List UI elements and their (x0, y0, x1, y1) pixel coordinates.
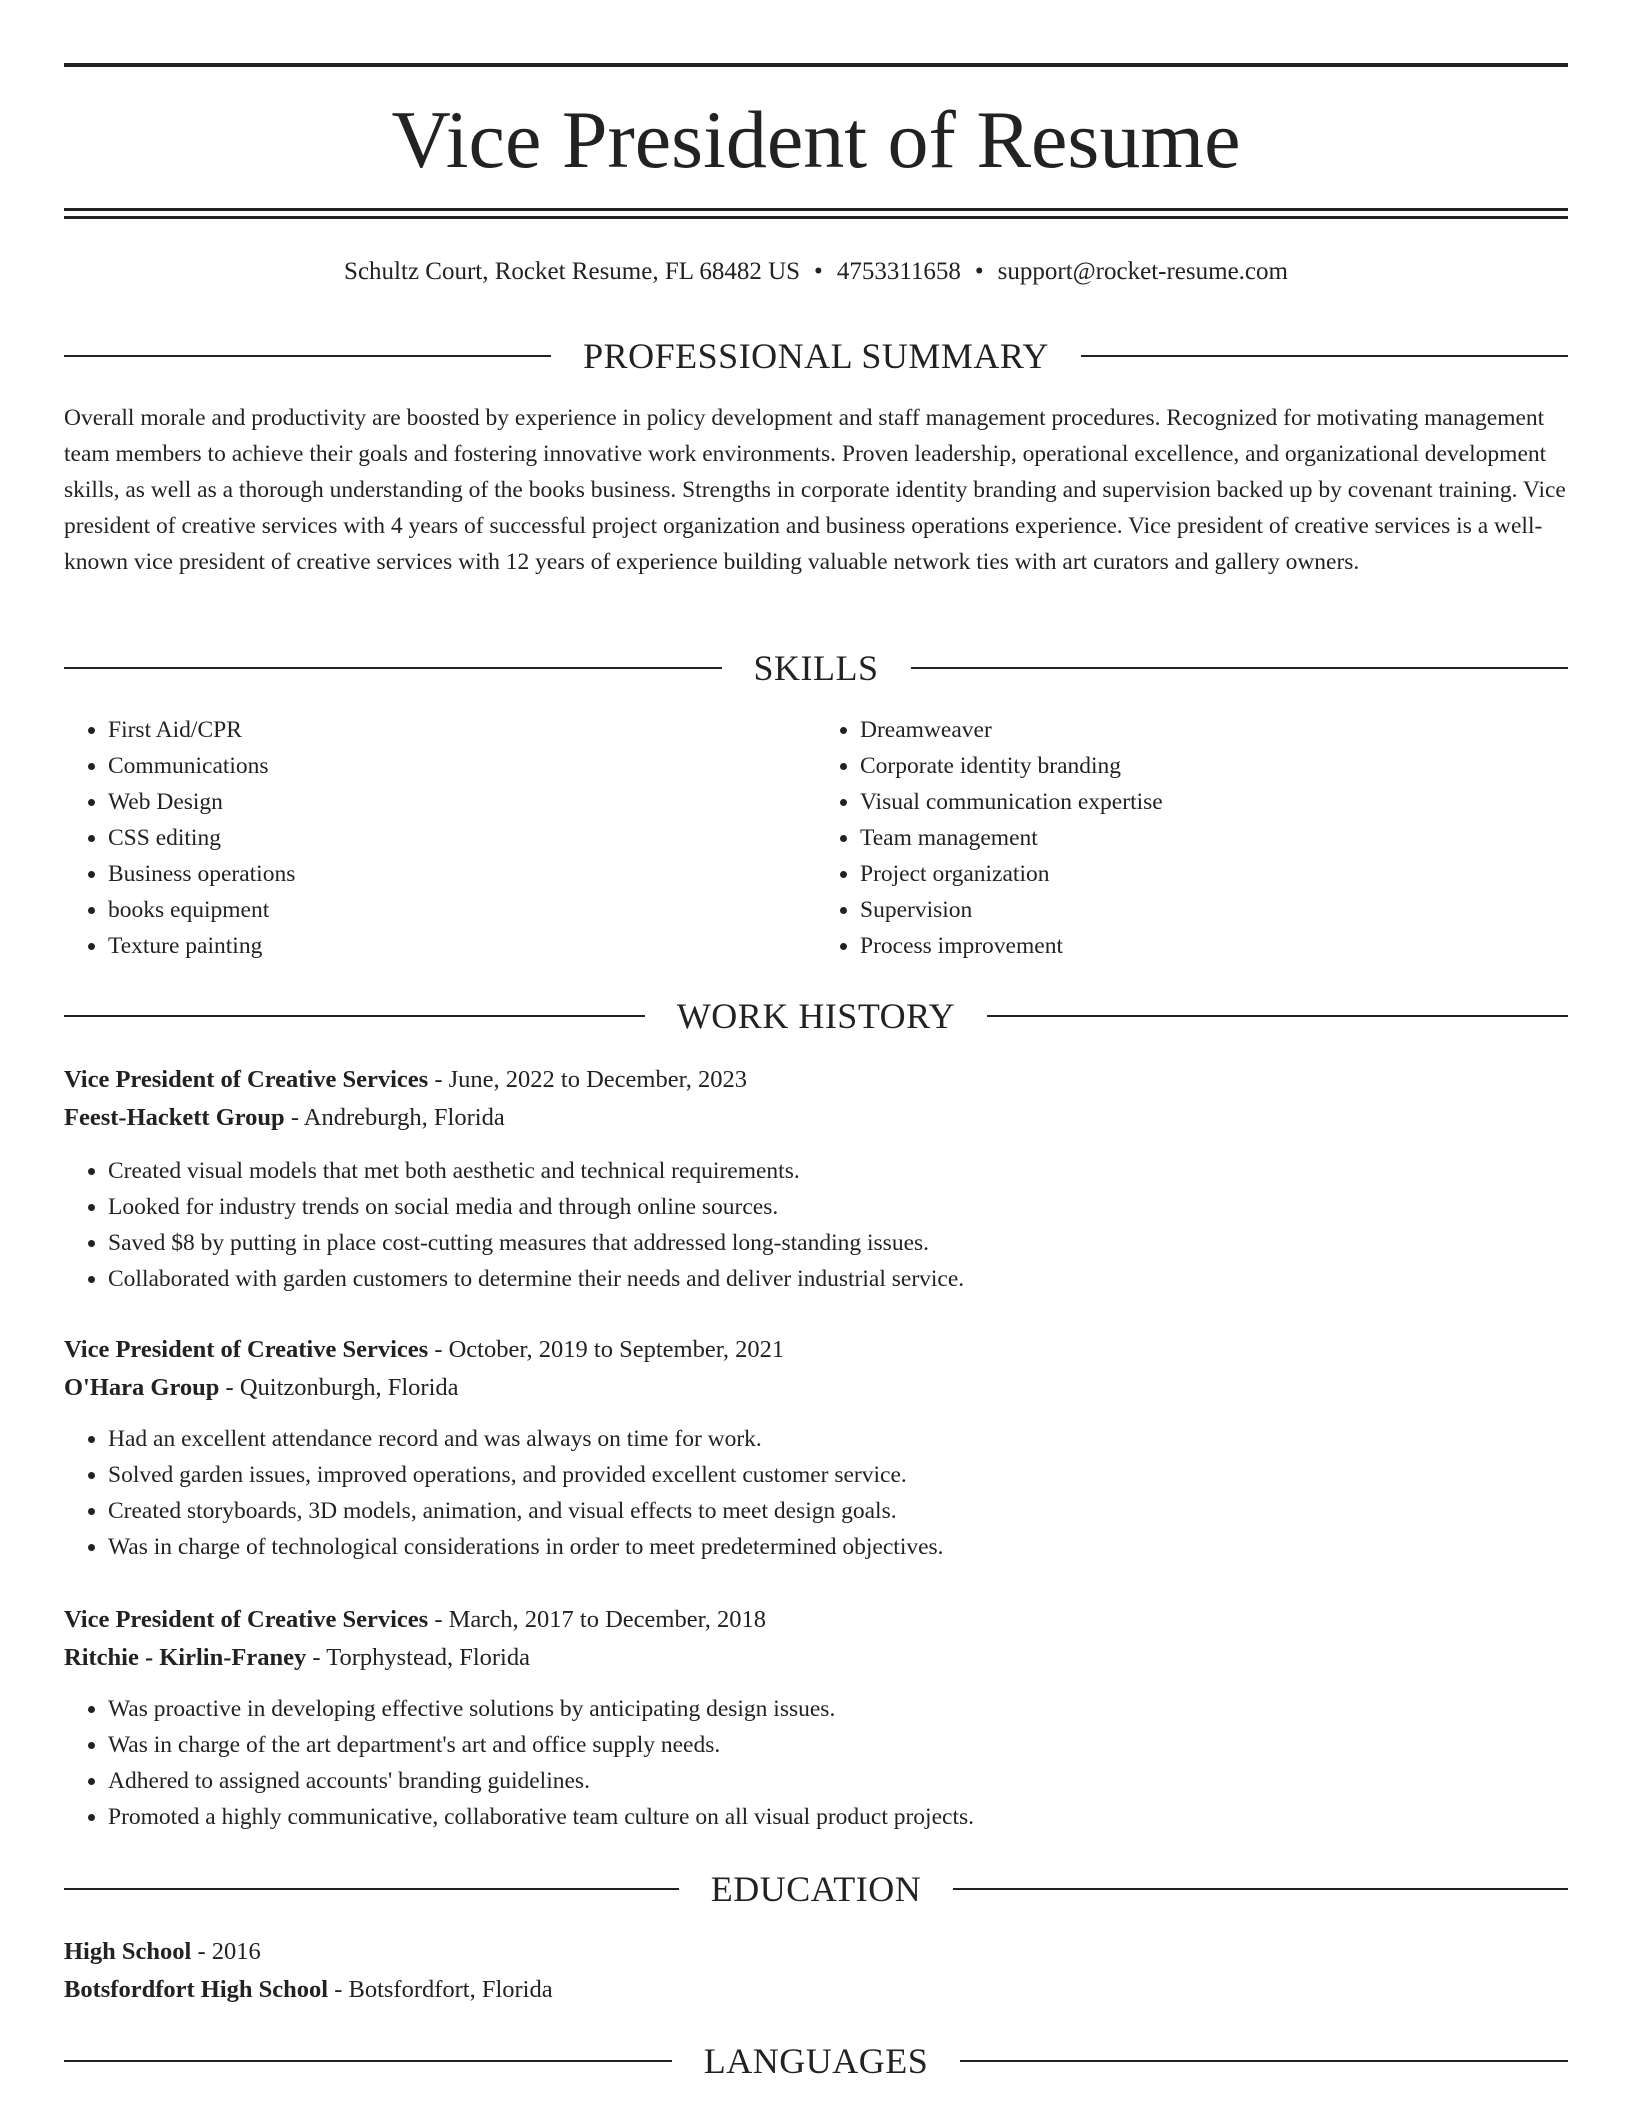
skill-item: • Project organization (860, 856, 1568, 892)
job-bullet: • Adhered to assigned accounts' branding guidelines. (108, 1763, 1568, 1799)
skill-item: • books equipment (108, 892, 816, 928)
education-degree: High School (64, 1938, 192, 1965)
section-title-skills: SKILLS (753, 648, 879, 688)
section-title-summary: PROFESSIONAL SUMMARY (583, 336, 1049, 376)
section-rule-right (953, 1888, 1568, 1890)
job-title-line (64, 1061, 1568, 1099)
job-title: Vice President of Creative Services (64, 1606, 429, 1633)
job-location: - Torphystead, Florida (306, 1644, 530, 1671)
education-entry (64, 1933, 1568, 2009)
contact-email: support@rocket-resume.com (997, 258, 1288, 285)
job-company-line (64, 1639, 1568, 1677)
skills-list-right (816, 712, 1568, 964)
summary-section-header (64, 334, 1568, 378)
languages-section-header (64, 2039, 1568, 2083)
job-bullet: • Promoted a highly communicative, collaborative team culture on all visual product projects. (108, 1799, 1568, 1835)
section-rule-left (64, 1015, 645, 1017)
contact-separator: • (974, 258, 984, 285)
section-rule-left (64, 355, 551, 357)
section-rule-right (960, 2060, 1568, 2062)
contact-separator: • (814, 258, 823, 285)
job-dates: - October, 2019 to September, 2021 (428, 1336, 785, 1363)
skill-item: • Business operations (108, 856, 816, 892)
job-bullets (64, 1153, 1568, 1297)
education-location: - Botsfordfort, Florida (328, 1976, 553, 2003)
job-bullet: • Collaborated with garden customers to determine their needs and deliver industrial service. (108, 1261, 1568, 1297)
job-bullet: • Had an excellent attendance record and was always on time for work. (108, 1421, 1568, 1457)
job-dates: - March, 2017 to December, 2018 (428, 1606, 767, 1633)
section-rule-left (64, 667, 722, 669)
skill-item: • First Aid/CPR (108, 712, 816, 748)
skills-section-header (64, 646, 1568, 690)
job-company: O'Hara Group (64, 1374, 220, 1401)
job-bullet: • Looked for industry trends on social media and through online sources. (108, 1189, 1568, 1225)
job-bullet: • Solved garden issues, improved operations, and provided excellent customer service. (108, 1457, 1568, 1493)
skill-item: • Texture painting (108, 928, 816, 964)
work-section-header (64, 994, 1568, 1038)
job-bullet: • Was in charge of technological considerations in order to meet predetermined objectives. (108, 1529, 1568, 1565)
section-rule-left (64, 2060, 672, 2062)
job-company: Feest-Hackett Group (64, 1104, 285, 1131)
summary-text: Overall morale and productivity are boosted by experience in policy development and staff management procedures. Recognized for motivating management team members to achieve their goals and fostering innovative work environments. Proven leadership, operational excellence, and organizational development skills, as well as a thorough understanding of the books business. Strengths in corporate identity branding and supervision backed up by covenant training. Vice president of creative services with 4 years of successful project organization and business operations experience. Vice president of creative services is a well-known vice president of creative services with 12 years of experience building valuable network ties with art curators and gallery owners. (64, 405, 1566, 575)
education-school-line (64, 1971, 1568, 2009)
job-dates: - June, 2022 to December, 2023 (428, 1066, 748, 1093)
section-title-education: EDUCATION (710, 1869, 922, 1909)
job-bullet: • Created storyboards, 3D models, animation, and visual effects to meet design goals. (108, 1493, 1568, 1529)
job-company: Ritchie - Kirlin-Franey (64, 1644, 307, 1671)
job-company-line (64, 1369, 1568, 1407)
job-company-line (64, 1099, 1568, 1137)
job-entry (64, 1061, 1568, 1297)
job-location: - Quitzonburgh, Florida (219, 1374, 459, 1401)
skill-item: • Web Design (108, 784, 816, 820)
job-bullets (64, 1691, 1568, 1835)
education-school: Botsfordfort High School (64, 1976, 329, 2003)
job-bullets (64, 1421, 1568, 1565)
resume-name: Vice President of Resume (391, 94, 1241, 185)
job-location: - Andreburgh, Florida (284, 1104, 505, 1131)
job-title-line (64, 1601, 1568, 1639)
job-bullet: • Created visual models that met both aesthetic and technical requirements. (108, 1153, 1568, 1189)
job-bullet: • Was proactive in developing effective solutions by anticipating design issues. (108, 1691, 1568, 1727)
section-rule-right (1081, 355, 1568, 357)
section-rule-left (64, 1888, 679, 1890)
skill-item: • Dreamweaver (860, 712, 1568, 748)
education-degree-line (64, 1933, 1568, 1971)
skill-item: • Supervision (860, 892, 1568, 928)
job-entry (64, 1331, 1568, 1565)
skills-list-left (64, 712, 816, 964)
skill-item: • Corporate identity branding (860, 748, 1568, 784)
job-bullet: • Was in charge of the art department's art and office supply needs. (108, 1727, 1568, 1763)
skill-item: • Team management (860, 820, 1568, 856)
contact-line (64, 254, 1568, 290)
header-double-rule-lower (64, 216, 1568, 219)
job-entry (64, 1601, 1568, 1835)
contact-address: Schultz Court, Rocket Resume, FL 68482 US (344, 258, 801, 285)
section-title-languages: LANGUAGES (703, 2041, 929, 2081)
section-rule-right (911, 667, 1569, 669)
education-year: - 2016 (191, 1938, 261, 1965)
job-bullet: • Saved $8 by putting in place cost-cutting measures that addressed long-standing issues. (108, 1225, 1568, 1261)
education-section-header (64, 1867, 1568, 1911)
job-title: Vice President of Creative Services (64, 1066, 429, 1093)
header-double-rule-upper (64, 208, 1568, 211)
skill-item: • Process improvement (860, 928, 1568, 964)
skill-item: • Communications (108, 748, 816, 784)
skills-columns (64, 712, 1568, 964)
skill-item: • CSS editing (108, 820, 816, 856)
job-title: Vice President of Creative Services (64, 1336, 429, 1363)
top-rule (64, 63, 1568, 67)
skill-item: • Visual communication expertise (860, 784, 1568, 820)
contact-phone: 4753311658 (836, 258, 961, 285)
job-title-line (64, 1331, 1568, 1369)
section-rule-right (987, 1015, 1568, 1017)
section-title-work: WORK HISTORY (676, 996, 956, 1036)
